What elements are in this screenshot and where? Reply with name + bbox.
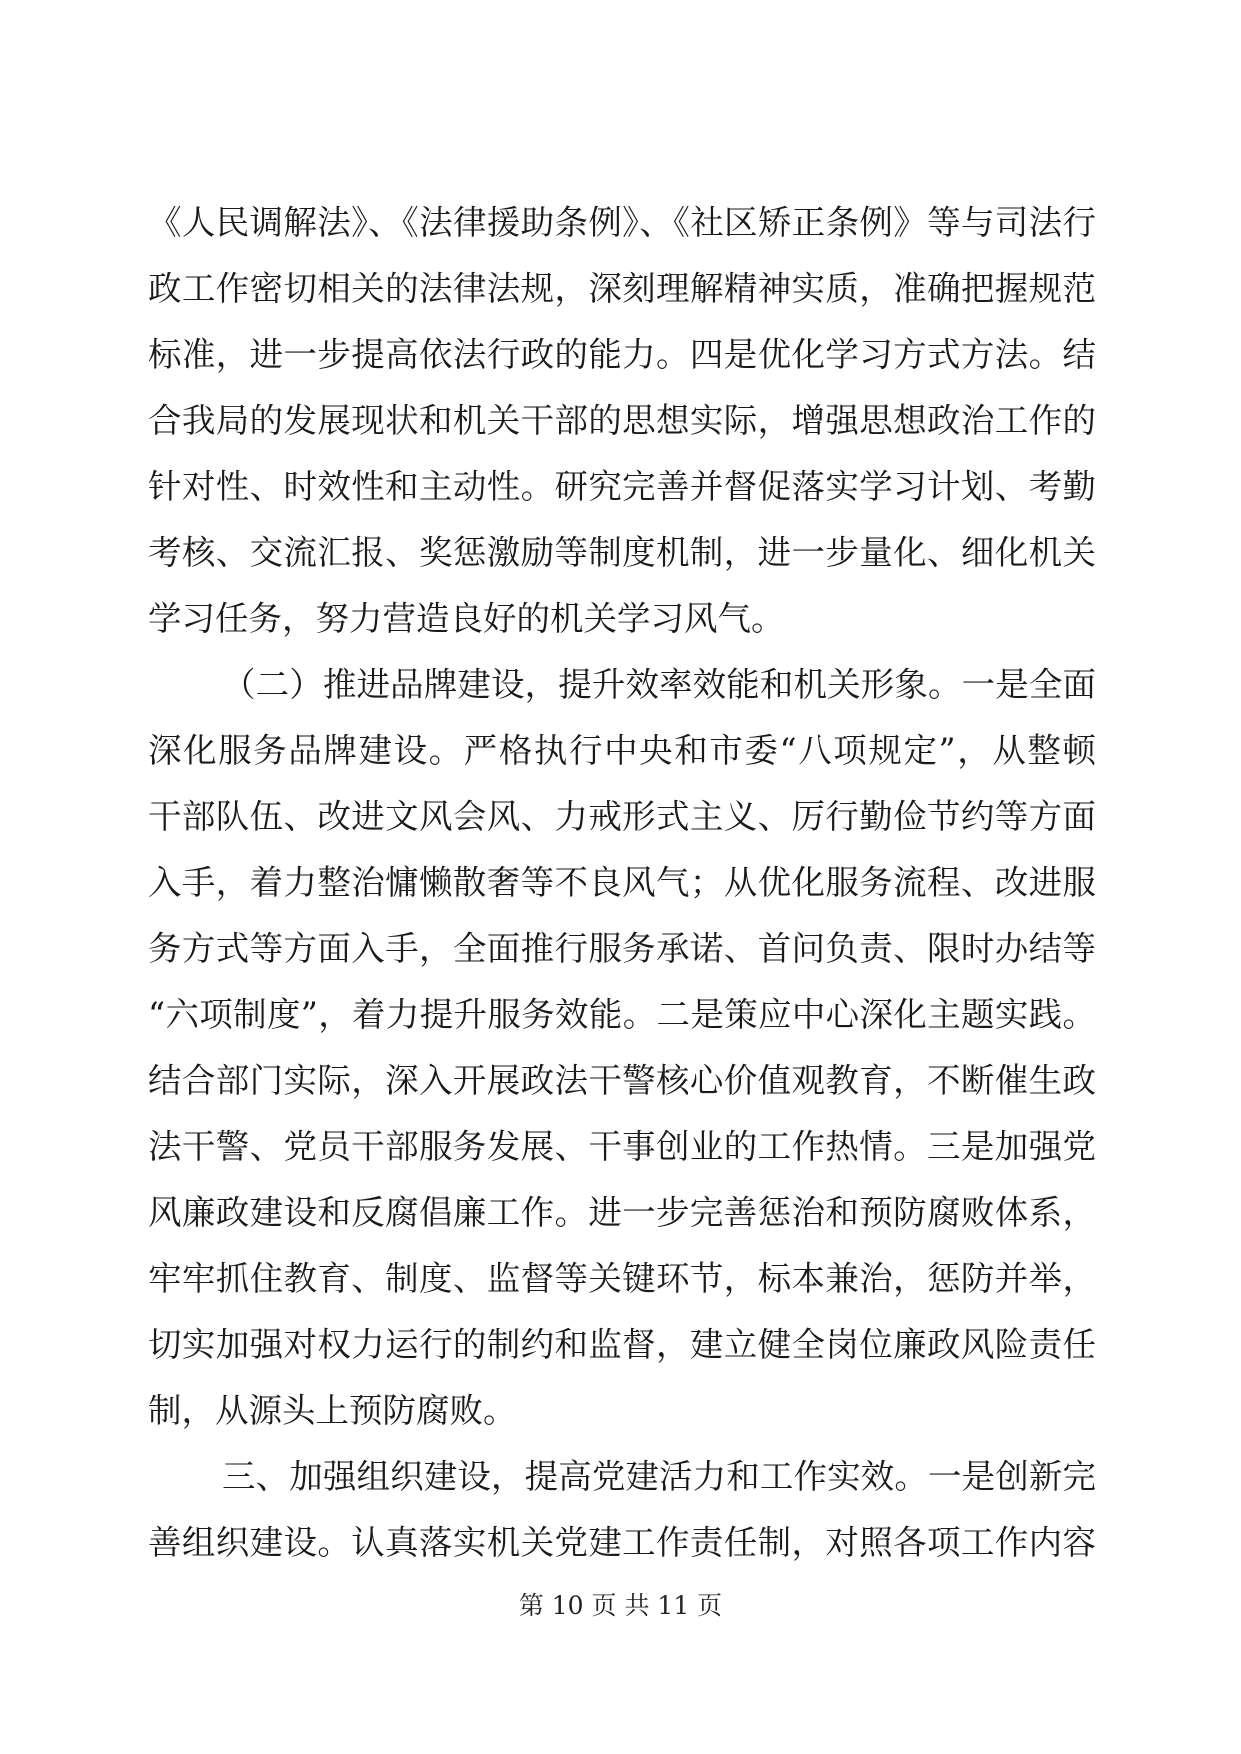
text-line: 入手，着力整治慵懒散奢等不良风气；从优化服务流程、改进服 [148,863,1096,902]
section-heading-line: 三、加强组织建设，提高党建活力和工作实效。一是创新完 [222,1457,1096,1496]
text-line: 干部队伍、改进文风会风、力戒形式主义、厉行勤俭节约等方面 [148,797,1096,836]
text-line: 针对性、时效性和主动性。研究完善并督促落实学习计划、考勤 [148,467,1096,506]
text-line: 制，从源头上预防腐败。 [148,1391,517,1430]
text-line: 深化服务品牌建设。严格执行中央和市委“八项规定”，从整顿 [148,731,1096,770]
text-line: 风廉政建设和反腐倡廉工作。进一步完善惩治和预防腐败体系， [148,1193,1096,1232]
text-line: 结合部门实际，深入开展政法干警核心价值观教育，不断催生政 [148,1061,1096,1100]
text-line: 政工作密切相关的法律法规，深刻理解精神实质，准确把握规范 [148,269,1096,308]
text-line: “六项制度”，着力提升服务效能。二是策应中心深化主题实践。 [148,995,1096,1034]
text-line: 考核、交流汇报、奖惩激励等制度机制，进一步量化、细化机关 [148,533,1096,572]
text-line: 切实加强对权力运行的制约和监督，建立健全岗位廉政风险责任 [148,1325,1096,1364]
text-line: 学习任务，努力营造良好的机关学习风气。 [148,599,785,638]
text-line: 《人民调解法》、《法律援助条例》、《社区矫正条例》等与司法行 [148,203,1096,242]
section-heading-line: （二）推进品牌建设，提升效率效能和机关形象。一是全面 [222,665,1096,704]
text-line: 合我局的发展现状和机关干部的思想实际，增强思想政治工作的 [148,401,1096,440]
text-line: 牢牢抓住教育、制度、监督等关键环节，标本兼治，惩防并举， [148,1259,1096,1298]
text-line: 法干警、党员干部服务发展、干事创业的工作热情。三是加强党 [148,1127,1096,1166]
text-line: 务方式等方面入手，全面推行服务承诺、首问负责、限时办结等 [148,929,1096,968]
text-line: 善组织建设。认真落实机关党建工作责任制，对照各项工作内容 [148,1523,1096,1562]
page-number-footer: 第 10 页 共 11 页 [518,1591,723,1620]
text-line: 标准，进一步提高依法行政的能力。四是优化学习方式方法。结 [148,335,1096,374]
